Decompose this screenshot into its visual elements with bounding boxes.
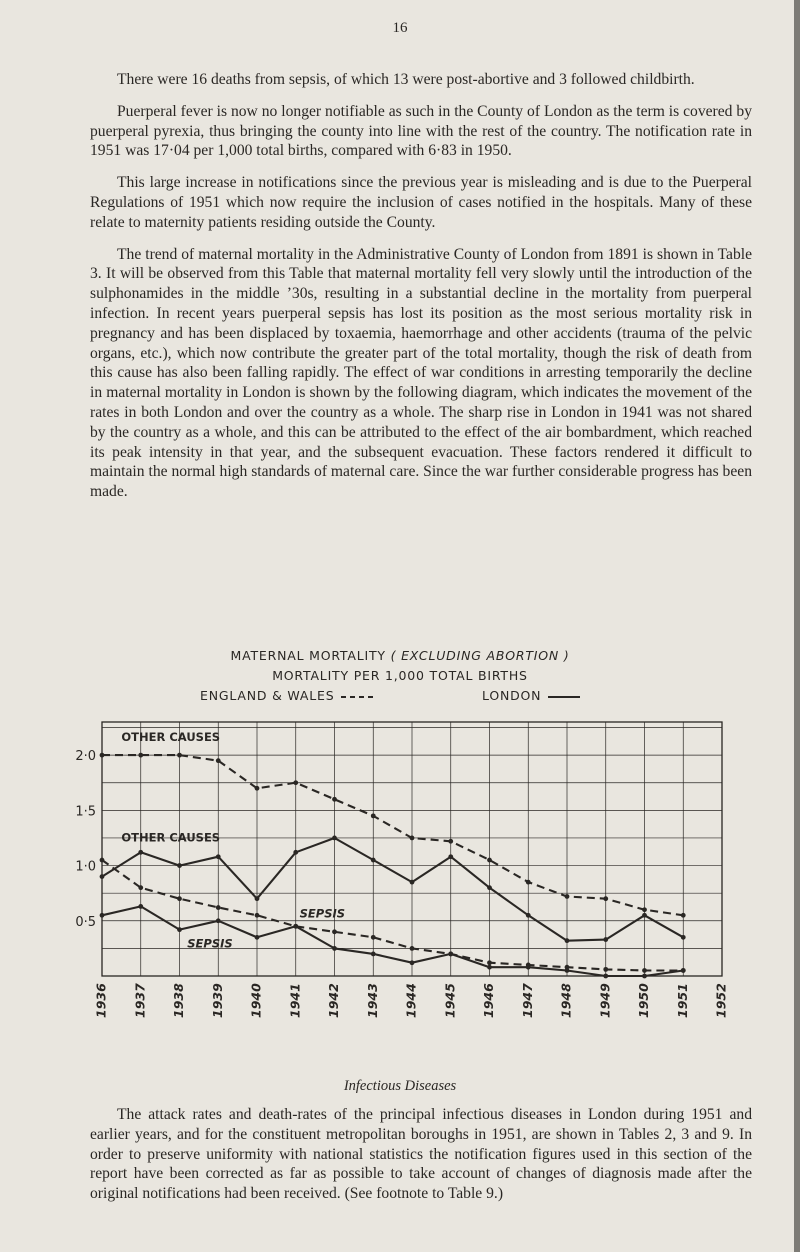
data-point	[603, 967, 608, 972]
x-tick-label: 1949	[597, 983, 613, 1018]
x-tick-label: 1943	[364, 983, 380, 1018]
paragraph: The trend of maternal mortality in the Administrative County of London from 1891 is shown in Table 3. It will be observed from this Table that maternal mortality fell very slowly until the introduction of the sulphonamides in the middle ’30s, resulting in a substantial decline in the mortality from puerperal infection. In recent years puerperal sepsis has lost its position as the most serious mortality risk in pregnancy and has been displaced by toxaemia, haemorrhage and other accidents (trauma of the pelvic organs, etc.), which now contribute the greater part of the total mortality, though the risk of death from this cause has also been falling rapidly. The effect of war conditions in arresting temporarily the decline in maternal mortality in London is shown by the following diagram, which indicates the movement of the rates in both London and over the country as a whole. The sharp rise in London in 1941 was not shared by the country as a whole, and this can be attributed to the effect of the air bombardment, which reached its peak intensity in that year, and the subsequent evacuation. These factors rendered it difficult to maintain the normal high standards of maternal care. Since the war further considerable progress has been made.	[90, 245, 752, 501]
data-point	[410, 946, 415, 951]
x-tick-label: 1948	[558, 983, 574, 1018]
data-point	[642, 968, 647, 973]
data-point	[603, 937, 608, 942]
paragraph: Puerperal fever is now no longer notifiable as such in the County of London as the term is covered by puerperal pyrexia, thus bringing the county into line with the rest of the country. The notification rate in 1951 was 17·04 per 1,000 total births, compared with 6·83 in 1950.	[90, 102, 752, 160]
data-point	[100, 874, 105, 879]
data-point	[332, 797, 337, 802]
page-number: 16	[392, 20, 408, 36]
x-tick-label: 1937	[132, 983, 148, 1018]
data-point	[332, 946, 337, 951]
data-point	[487, 858, 492, 863]
data-point	[177, 896, 182, 901]
paragraph: There were 16 deaths from sepsis, of which 13 were post-abortive and 3 followed childbirth.	[117, 71, 695, 88]
y-tick-label: 1·0	[75, 859, 96, 875]
data-point	[410, 960, 415, 965]
data-point	[255, 935, 260, 940]
x-tick-label: 1941	[287, 983, 303, 1018]
page-edge-shadow	[794, 0, 800, 1252]
legend-solid-swatch	[546, 692, 582, 702]
data-point	[603, 974, 608, 979]
x-tick-label: 1952	[713, 983, 729, 1018]
data-point	[681, 913, 686, 918]
section-heading: Infectious Diseases	[343, 1078, 457, 1094]
data-point	[138, 904, 143, 909]
data-point	[216, 758, 221, 763]
chart-title	[0, 648, 800, 663]
y-tick-label: 1·5	[75, 804, 96, 820]
x-tick-label: 1946	[481, 983, 496, 1018]
x-tick-label: 1938	[171, 983, 186, 1018]
data-point	[138, 753, 143, 758]
data-point	[487, 965, 492, 970]
data-point	[138, 885, 143, 890]
data-point	[255, 913, 260, 918]
x-tick-label: 1947	[519, 983, 535, 1018]
data-point	[681, 968, 686, 973]
data-point	[216, 918, 221, 923]
x-tick-label: 1940	[248, 983, 264, 1018]
data-point	[487, 960, 492, 965]
y-tick-label: 2·0	[75, 749, 96, 765]
y-tick-label: 0·5	[75, 914, 96, 930]
data-point	[293, 924, 298, 929]
data-point	[410, 880, 415, 885]
legend-label: ENGLAND & WALES	[200, 688, 335, 703]
paragraph: This large increase in notifications since the previous year is misleading and is due to the Puerperal Regulations of 1951 which now require the inclusion of cases notified in the hospitals. Many of these relate to maternity patients residing outside the County.	[90, 174, 752, 231]
legend-dashed-swatch	[339, 692, 375, 702]
infectious-text	[90, 1105, 752, 1216]
data-point	[100, 913, 105, 918]
data-point	[177, 753, 182, 758]
data-point	[293, 780, 298, 785]
maternal-mortality-chart	[75, 710, 760, 1040]
data-point	[332, 929, 337, 934]
data-point	[371, 935, 376, 940]
paragraph: The attack rates and death-rates of the principal infectious diseases in London during 1951 and earlier years, and for the constituent metropolitan boroughs in 1951, are shown in Tables 2, 3 and 9. In order to preserve uniformity with national statistics the notification figures used in this section of the report have been corrected as far as possible to take account of changes of diagnosis made after the original notifications had been received. (See footnote to Table 9.)	[90, 1106, 752, 1203]
data-point	[100, 753, 105, 758]
chart-annotation: SEPSIS	[299, 906, 346, 921]
data-point	[448, 854, 453, 859]
x-tick-label: 1939	[209, 983, 225, 1018]
data-point	[293, 850, 298, 855]
data-point	[332, 836, 337, 841]
data-point	[642, 907, 647, 912]
data-point	[371, 858, 376, 863]
data-point	[448, 952, 453, 957]
legend-england-wales	[200, 688, 375, 703]
x-tick-label: 1944	[403, 983, 419, 1018]
data-point	[216, 905, 221, 910]
chart-annotation: SEPSIS	[187, 936, 233, 951]
data-point	[487, 885, 492, 890]
body-text	[90, 70, 752, 514]
chart-annotation: OTHER CAUSES	[121, 830, 221, 845]
series-line	[102, 838, 683, 941]
data-point	[526, 913, 531, 918]
x-tick-label: 1945	[442, 983, 458, 1018]
x-tick-label: 1951	[674, 983, 690, 1018]
data-point	[410, 836, 415, 841]
data-point	[526, 880, 531, 885]
chart-annotation: OTHER CAUSES	[121, 729, 221, 744]
x-tick-label: 1936	[93, 983, 109, 1018]
data-point	[371, 952, 376, 957]
x-tick-label: 1942	[326, 983, 341, 1018]
data-point	[371, 813, 376, 818]
data-point	[681, 935, 686, 940]
data-point	[448, 839, 453, 844]
legend-label: LONDON	[482, 688, 542, 703]
data-point	[642, 974, 647, 979]
x-tick-label: 1950	[636, 983, 651, 1018]
data-point	[100, 858, 105, 863]
data-point	[255, 896, 260, 901]
data-point	[216, 854, 221, 859]
chart-subtitle: MORTALITY PER 1,000 TOTAL BIRTHS	[272, 668, 528, 683]
data-point	[603, 896, 608, 901]
data-point	[177, 863, 182, 868]
data-point	[565, 894, 570, 899]
data-point	[642, 913, 647, 918]
legend-london	[482, 688, 582, 703]
data-point	[526, 965, 531, 970]
data-point	[565, 968, 570, 973]
data-point	[565, 938, 570, 943]
data-point	[177, 927, 182, 932]
chart-title-note: ( EXCLUDING ABORTION )	[390, 648, 570, 663]
data-point	[138, 850, 143, 855]
series-line	[102, 860, 683, 971]
chart-title-text: MATERNAL MORTALITY	[230, 648, 386, 663]
data-point	[255, 786, 260, 791]
